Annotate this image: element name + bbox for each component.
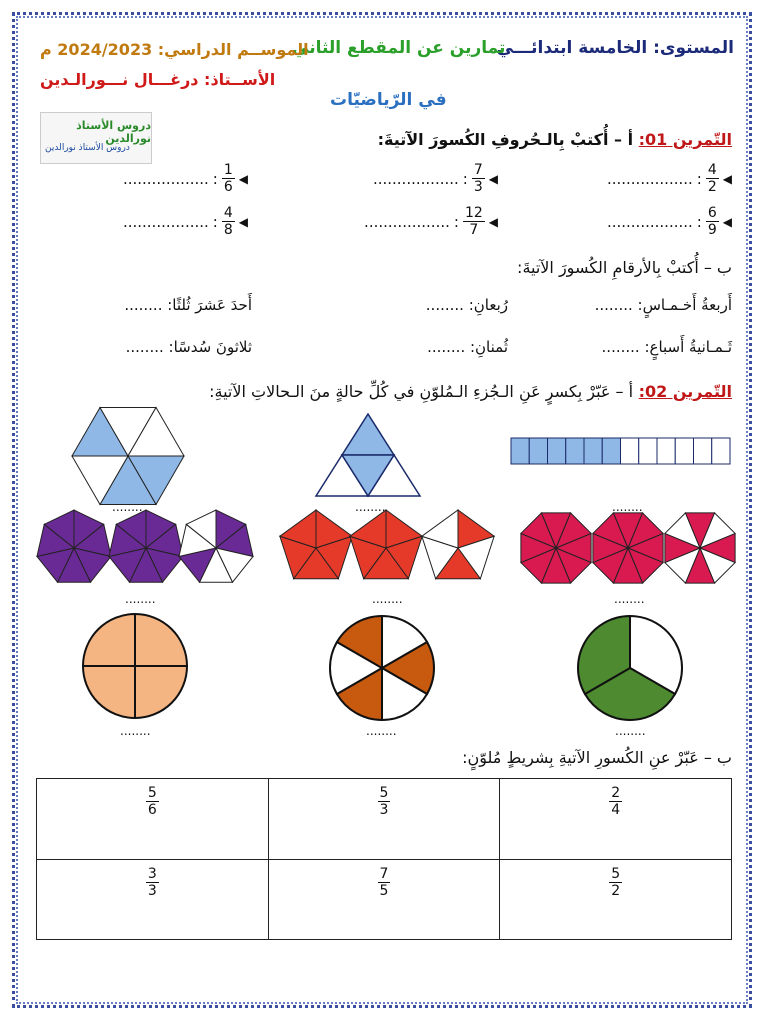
answer-dots-circle-3: ........ xyxy=(615,724,646,738)
pointer-icon: ◀ xyxy=(488,171,498,186)
logo-text: دروس الأستاذ نورالدين xyxy=(76,119,151,145)
fraction-item: .................. : $\frac{6}{9}$ ◀ xyxy=(606,205,732,238)
fraction-item: .................. : $\frac{4}{2}$ ◀ xyxy=(606,162,732,195)
answer-dots-strip: ........ xyxy=(612,500,643,514)
fraction: $\frac{4}{8}$ xyxy=(223,205,233,238)
strip-segment xyxy=(602,438,620,464)
table-cell[interactable]: $\frac{7}{5}$ xyxy=(268,859,500,940)
pointer-icon: ◀ xyxy=(238,214,248,229)
level-label: المستوى: الخامسة ابتدائـــي xyxy=(496,38,734,58)
table-cell[interactable]: $\frac{5}{6}$ xyxy=(37,779,269,860)
strip-segment xyxy=(657,438,675,464)
word-fraction-6: ثلاثونَ سُدسًا: ........ xyxy=(125,338,252,356)
table-cell[interactable]: $\frac{3}{3}$ xyxy=(37,859,269,940)
answer-blank[interactable]: .................. xyxy=(606,212,693,231)
table-cell[interactable]: $\frac{5}{3}$ xyxy=(268,779,500,860)
answer-dots-heptagons: ........ xyxy=(125,592,156,606)
strip-segment xyxy=(621,438,639,464)
exercise2-label: التّمرين 02: xyxy=(638,382,732,401)
word-fraction-1: أَربعةُ أَخـمـاسٍ: ........ xyxy=(594,296,732,314)
fraction: $\frac{4}{2}$ xyxy=(707,162,717,195)
triangle-part xyxy=(342,414,394,455)
fraction-item: .................. : $\frac{4}{8}$ ◀ xyxy=(122,205,248,238)
word-fraction-4: ثَـمـانيةُ أَسباعٍ: ........ xyxy=(601,338,732,356)
word-fraction-3: أَحدَ عَشرَ ثُلثًا: ........ xyxy=(124,296,252,314)
fraction: $\frac{7}{3}$ xyxy=(473,162,483,195)
answer-dots-circle-1: ........ xyxy=(120,724,151,738)
word-fraction-2: رُبعانِ: ........ xyxy=(425,296,508,314)
strip-segment xyxy=(584,438,602,464)
fraction: $\frac{6}{9}$ xyxy=(707,205,717,238)
strip-segment xyxy=(566,438,584,464)
circle-quarter xyxy=(135,666,187,718)
fraction-strip-table xyxy=(36,778,732,940)
answer-blank[interactable]: .................. xyxy=(606,169,693,188)
pointer-icon: ◀ xyxy=(722,214,732,229)
school-year-label: الموســم الدراسي: 2024/2023 م xyxy=(40,40,309,59)
fraction: $\frac{1}{6}$ xyxy=(223,162,233,195)
answer-dots-triangle: ........ xyxy=(355,500,386,514)
answer-blank[interactable]: .................. xyxy=(372,169,459,188)
table-cell[interactable]: $\frac{5}{2}$ xyxy=(500,859,732,940)
strip-segment xyxy=(639,438,657,464)
strip-segment xyxy=(694,438,712,464)
pointer-icon: ◀ xyxy=(238,171,248,186)
fraction-item: .................. : $\frac{7}{3}$ ◀ xyxy=(372,162,498,195)
answer-blank[interactable]: .................. xyxy=(122,169,209,188)
strip-segment xyxy=(529,438,547,464)
answer-dots-pentagons: ........ xyxy=(372,592,403,606)
fraction-item: .................. : $\frac{12}{7}$ ◀ xyxy=(364,205,498,238)
answer-blank[interactable]: .................. xyxy=(122,212,209,231)
fraction-item: .................. : $\frac{1}{6}$ ◀ xyxy=(122,162,248,195)
answer-dots-hexagon: ........ xyxy=(112,500,143,514)
strip-segment xyxy=(712,438,730,464)
strip-segment xyxy=(511,438,529,464)
pointer-icon: ◀ xyxy=(488,214,498,229)
exercise2-part-a: أ – عَبّرْ بِكسرٍ عَنِ الـجُزءِ الـمُلوّنِ في كُلِّ حالةٍ منَ الـحالاتِ الآتيةِ: xyxy=(209,382,634,401)
exercise1-part-a: أ – أُكتبْ بِالـحُروفِ الكُسورَ الآتيةَ: xyxy=(377,130,634,149)
pointer-icon: ◀ xyxy=(722,171,732,186)
exercise1-part-b: ب – أُكتبْ بِالأرقامِ الكُسورَ الآتيةَ: xyxy=(517,258,732,277)
answer-blank[interactable]: .................. xyxy=(364,212,450,231)
teacher-label: الأســتاذ: درغـــال نـــورالـدين xyxy=(40,70,276,89)
subject-label: في الرّياضيّات xyxy=(330,90,447,110)
circle-quarter xyxy=(83,666,135,718)
table-cell[interactable]: $\frac{2}{4}$ xyxy=(500,779,732,860)
worksheet-title: تمارين عن المقطع الثاني xyxy=(292,38,506,58)
circle-quarter xyxy=(83,614,135,666)
circle-quarter xyxy=(135,614,187,666)
exercise1-label: التّمرين 01: xyxy=(638,130,732,149)
strip-segment xyxy=(675,438,693,464)
word-fraction-5: ثُمنانِ: ........ xyxy=(427,338,508,356)
answer-dots-octagons: ........ xyxy=(614,592,645,606)
fraction: $\frac{12}{7}$ xyxy=(464,205,483,238)
answer-dots-circle-2: ........ xyxy=(366,724,397,738)
logo-subtext: دروس الأستاذ نورالدين xyxy=(45,143,130,153)
strip-segment xyxy=(548,438,566,464)
exercise2-part-b: ب – عَبّرْ عنِ الكُسورِ الآتيةِ بِشريطٍ مُلوّنٍ: xyxy=(462,748,732,767)
